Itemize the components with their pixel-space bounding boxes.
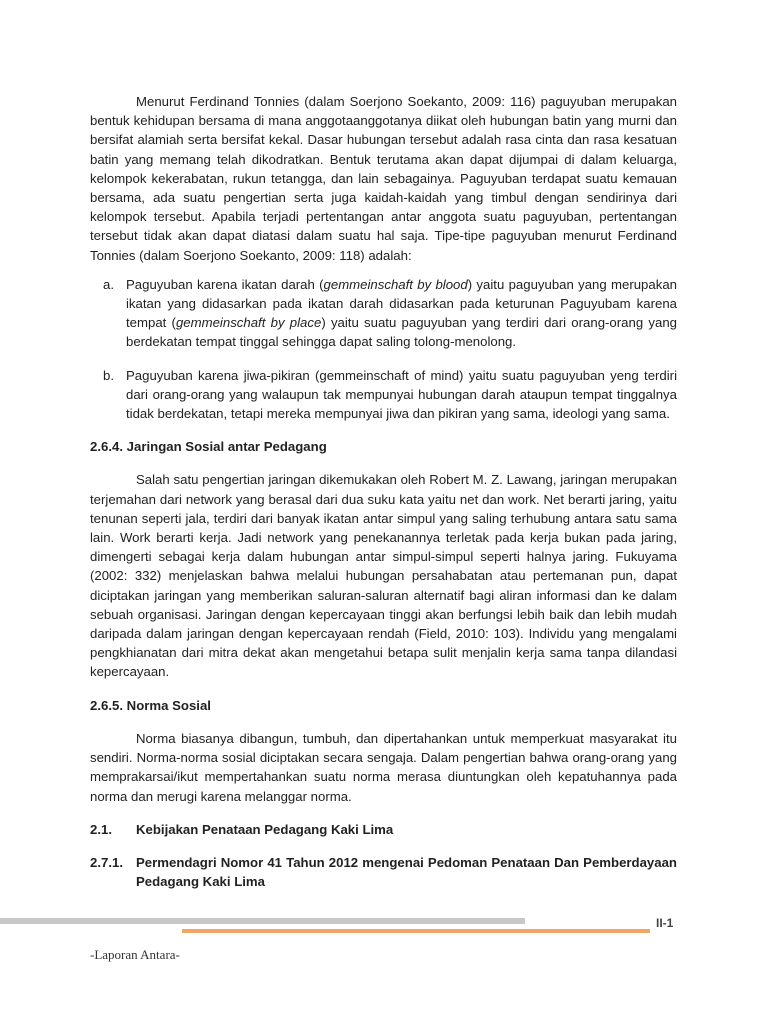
footer-divider-gray [0,918,525,924]
section-number: 2.6.5. [90,697,123,713]
section-title: Jaringan Sosial antar Pedagang [126,439,327,455]
section-title: Kebijakan Penataan Pedagang Kaki Lima [136,821,394,837]
section-number: 2.1. [90,821,112,837]
section-heading-2-1 [90,820,677,839]
section-heading-2-7-1 [90,853,677,891]
paragraph-paguyuban-intro: Menurut Ferdinand Tonnies (dalam Soerjono Soekanto, 2009: 116) paguyuban merupakan bentuk kehidupan bersama di mana anggotaanggotanya diikat oleh hubungan batin yang murni dan bersifat alamiah serta bersifat kekal. Dasar hubungan tersebut adalah rasa cinta dan rasa kesatuan batin yang memang telah dikodratkan. Bentuk terutama akan dapat dijumpai di dalam keluarga, kelompok kekerabatan, rukun tetangga, dan lain sebagainya. Paguyuban terdapat suatu kemauan bersama, ada suatu pengertian serta juga kaidah-kaidah yang timbul dengan sendirinya dari kelompok tersebut. Apabila terjadi pertentangan antar anggota suatu paguyuban, pertentangan tersebut tidak akan dapat diatasi dalam suatu hal saja. Tipe-tipe paguyuban menurut Ferdinand Tonnies (dalam Soerjono Soekanto, 2009: 118) adalah: [90,94,677,263]
page-body [90,92,677,891]
list-item-a-text-1: Paguyuban karena ikatan darah ( [126,276,324,292]
section-number: 2.7.1. [90,854,123,870]
list-item-a-italic-2: gemmeinschaft by place [175,315,322,331]
list-item-b [90,366,677,424]
page-number: II-1 [656,916,674,930]
footer-label: -Laporan Antara- [90,947,180,962]
list-item-a-text-3: ) yaitu suatu paguyuban yang terdiri dari orang-orang yang berdekatan tempat tinggal sehingga dapat saling tolong-menolong. [126,315,677,350]
list-marker-a: a. [103,276,114,292]
footer-divider-orange [182,929,650,933]
section-heading-2-6-4 [90,437,677,456]
list-item-b-text: Paguyuban karena jiwa-pikiran (gemmeinschaft of mind) yaitu suatu paguyuban yeng terdiri dari orang-orang yang walaupun tak mempunyai hubungan darah ataupun tempat tinggalnya tidak berdekatan, tetapi mereka mempunyai jiwa dan pikiran yang sama, ideologi yang sama. [126,367,677,422]
list-item-a-italic-1: gemmeinschaft by blood [323,276,468,292]
section-heading-2-6-5 [90,696,677,715]
paragraph-jaringan-sosial: Salah satu pengertian jaringan dikemukakan oleh Robert M. Z. Lawang, jaringan merupakan terjemahan dari network yang berasal dari dua suku kata yaitu net dan work. Net berarti jaring, yaitu tenunan seperti jala, terdiri dari banyak ikatan antar simpul yang saling terhubung antara satu sama lain. Work berarti kerja. Jadi network yang penekanannya terletak pada kerja bukan pada jaring, dimengerti sebagai kerja dalam hubungan antar simpul-simpul seperti halnya jaring. Fukuyama (2002: 332) menjelaskan bahwa melalui hubungan persahabatan atau pertemanan pun, dapat diciptakan jaringan yang memberikan saluran-saluran alternatif bagi aliran informasi dan ke dalam sebuah organisasi. Jaringan dengan kepercayaan tinggi akan berfungsi lebih baik dan lebih mudah daripada dalam jaringan dengan kepercayaan rendah (Field, 2010: 103). Individu yang mengalami pengkhianatan dari mitra dekat akan mengetahui betapa sulit menjalin kerja sama tanpa dilandasi kepercayaan. [90,472,677,680]
list-item-a [90,275,677,352]
list-item-a-text-2: ) yaitu paguyuban yang merupakan ikatan yang didasarkan pada ikatan darah didasarkan pada keturunan Paguyubam karena tempat ( [126,276,677,331]
section-number: 2.6.4. [90,439,123,455]
section-title: Norma Sosial [126,697,211,713]
paragraph-norma-sosial: Norma biasanya dibangun, tumbuh, dan dipertahankan untuk memperkuat masyarakat itu sendiri. Norma-norma sosial diciptakan secara sengaja. Dalam pengertian bahwa orang-orang yang memprakarsai/ikut mempertahankan suatu norma merasa diuntungkan oleh kepatuhannya pada norma dan merugi karena melanggar norma. [90,730,677,804]
section-title: Permendagri Nomor 41 Tahun 2012 mengenai Pedoman Penataan Dan Pemberdayaan Pedagang Kaki Lima [136,854,677,890]
list-marker-b: b. [103,367,114,383]
